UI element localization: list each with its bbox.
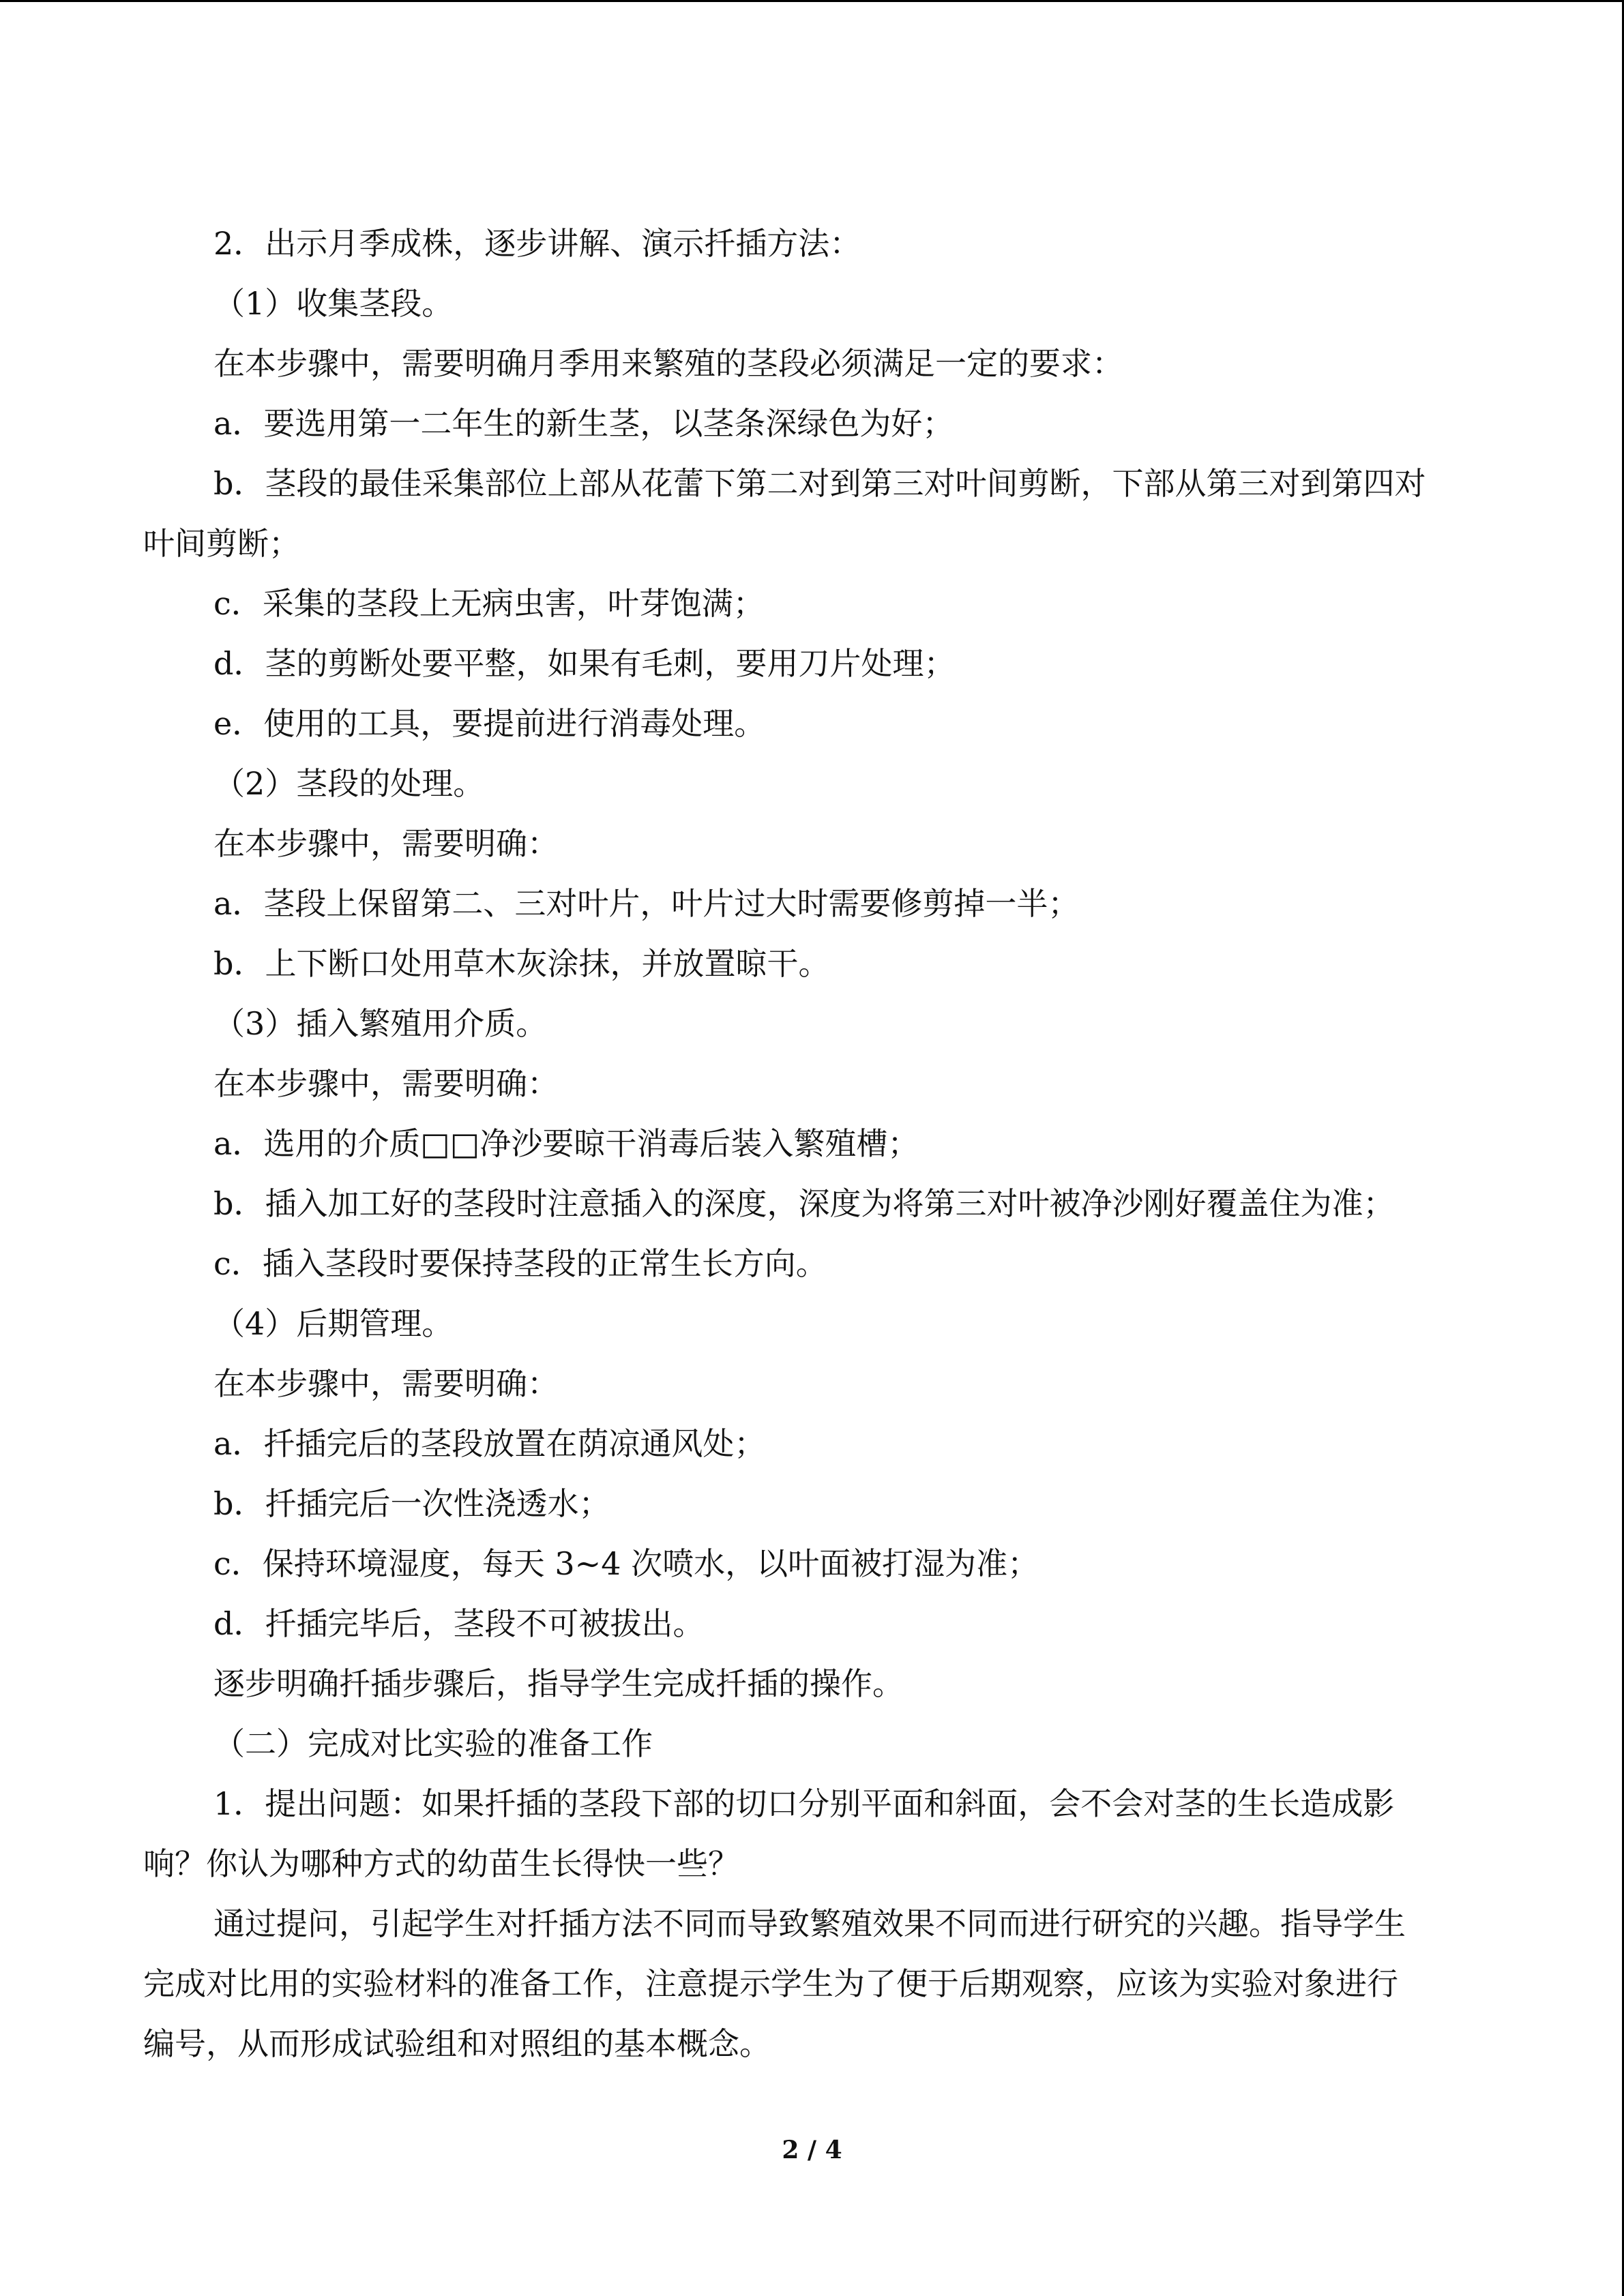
paragraph-line: 在本步骤中，需要明确： (213, 825, 559, 862)
paragraph-continuation: 编号，从而形成试验组和对照组的基本概念。 (143, 2025, 771, 2062)
page-number: 2 / 4 (782, 2136, 842, 2164)
paragraph-line: d．扦插完毕后，茎段不可被拔出。 (213, 1605, 705, 1642)
paragraph-line: b．上下断口处用草木灰涂抹，并放置晾干。 (213, 945, 830, 982)
paragraph-line: b．扦插完后一次性浇透水； (213, 1485, 610, 1522)
paragraph-line: 逐步明确扦插步骤后，指导学生完成扦插的操作。 (213, 1665, 904, 1702)
document-body (143, 213, 1480, 2074)
paragraph-line: 1．提出问题：如果扦插的茎段下部的切口分别平面和斜面，会不会对茎的生长造成影 (213, 1785, 1395, 1822)
paragraph-line: 在本步骤中，需要明确： (213, 1365, 559, 1402)
paragraph-line: 通过提问，引起学生对扦插方法不同而导致繁殖效果不同而进行研究的兴趣。指导学生 (213, 1905, 1406, 1942)
paragraph-continuation: 叶间剪断； (143, 525, 300, 562)
paragraph-continuation: 完成对比用的实验材料的准备工作，注意提示学生为了便于后期观察，应该为实验对象进行 (143, 1965, 1398, 2002)
paragraph-line: b．插入加工好的茎段时注意插入的深度，深度为将第三对叶被净沙刚好覆盖住为准； (213, 1185, 1395, 1222)
section-heading: （1）收集茎段。 (213, 285, 454, 322)
paragraph-line: 在本步骤中，需要明确月季用来繁殖的茎段必须满足一定的要求： (213, 345, 1123, 382)
paragraph-continuation: 响？你认为哪种方式的幼苗生长得快一些？ (143, 1845, 739, 1882)
paragraph-line: a．要选用第一二年生的新生茎，以茎条深绿色为好； (213, 405, 954, 442)
paragraph-line: a．扦插完后的茎段放置在荫凉通风处； (213, 1425, 766, 1462)
paragraph-line: b．茎段的最佳采集部位上部从花蕾下第二对到第三对叶间剪断，下部从第三对到第四对 (213, 465, 1426, 502)
paragraph-line: a．选用的介质□□净沙要晾干消毒后装入繁殖槽； (213, 1125, 919, 1162)
section-heading: （3）插入繁殖用介质。 (213, 1005, 548, 1042)
paragraph-line: c．插入茎段时要保持茎段的正常生长方向。 (213, 1245, 827, 1282)
paragraph-line: 在本步骤中，需要明确： (213, 1065, 559, 1102)
paragraph-line: a．茎段上保留第二、三对叶片，叶片过大时需要修剪掉一半； (213, 885, 1080, 922)
section-heading: （4）后期管理。 (213, 1305, 454, 1342)
paragraph-line: c．保持环境湿度，每天 3~4 次喷水，以叶面被打湿为准； (213, 1545, 1039, 1582)
paragraph-line: e．使用的工具，要提前进行消毒处理。 (213, 705, 766, 742)
paragraph-line: c．采集的茎段上无病虫害，叶芽饱满； (213, 585, 765, 622)
paragraph-line: 2．出示月季成株，逐步讲解、演示扦插方法： (213, 225, 861, 262)
section-heading: （二）完成对比实验的准备工作 (213, 1725, 653, 1762)
paragraph-line: d．茎的剪断处要平整，如果有毛刺，要用刀片处理； (213, 645, 956, 682)
section-heading: （2）茎段的处理。 (213, 765, 485, 802)
